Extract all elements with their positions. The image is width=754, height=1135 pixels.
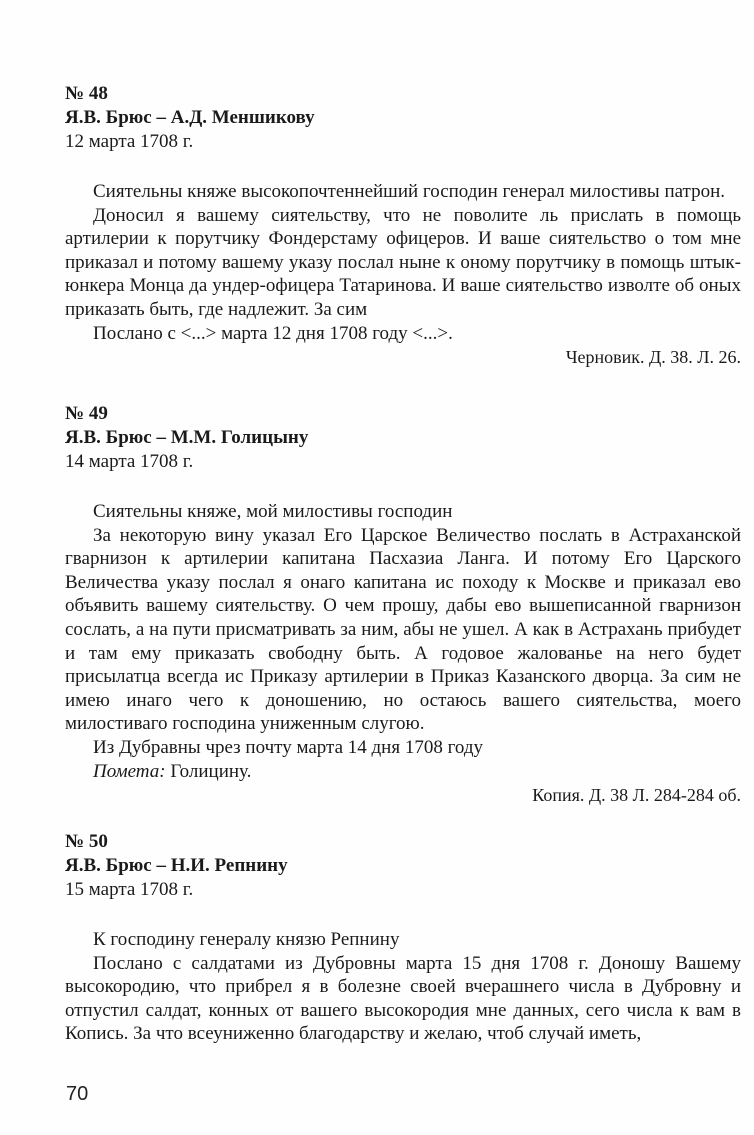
entry-number: № 48 [65, 83, 108, 104]
source-note: Копия. Д. 38 Л. 284-284 об. [532, 785, 741, 806]
paragraph: Из Дубравны чрез почту марта 14 дня 1708 году [93, 736, 484, 758]
entry-50 [65, 830, 741, 1046]
paragraph: Сиятельны княже высокопочтеннейший господин генерал милостивы патрон. [93, 181, 726, 202]
paragraph: Послано с <...> марта 12 дня 1708 году <...>. [93, 322, 453, 344]
entry-date: 12 марта 1708 г. [65, 131, 194, 152]
paragraph: Сиятельны княже, мой милостивы господин [93, 501, 453, 522]
entry-number: № 50 [65, 831, 108, 852]
paragraph: К господину генералу князю Репнину [93, 929, 400, 950]
entry-heading: Я.В. Брюс – М.М. Голицыну [65, 427, 309, 448]
entry-48 [65, 82, 741, 369]
source-note: Черновик. Д. 38. Л. 26. [565, 347, 741, 368]
paragraph: Доносил я вашему сиятельству, что не поволите ль прислать в помощь артилерии к порутчику Фондерстаму офицеров. И ваше сиятельство о том мне приказал и потому вашему указу послал ныне к оному порутчику в помощь штык-юнкера Монца да ундер-офицера Татаринова. И ваше сиятельство изволте об оных приказать быть, где надлежит. За сим [65, 204, 741, 320]
entry-date: 15 марта 1708 г. [65, 879, 194, 900]
entry-heading: Я.В. Брюс – Н.И. Репнину [65, 855, 288, 876]
mark-text: Голицину. [165, 760, 252, 782]
paragraph: Послано с салдатами из Дубровны марта 15 дня 1708 г. Доношу Вашему высокородию, что прибрел я в болезне своей вчерашнего числа в Дубровну и отпустил салдат, конных от вашего высокородия мне данных, сего числа к вам в Копись. За что всеуниженно благодарству и желаю, чтоб случай иметь, [65, 952, 741, 1045]
page-number: 70 [66, 1083, 89, 1105]
entry-date: 14 марта 1708 г. [65, 451, 194, 472]
paragraph: За некоторую вину указал Его Царское Величество послать в Астраханской гварнизон к артилерии капитана Пасхазиа Ланга. И потому Его Царского Величества указу послал я онаго капитана ис походу к Москве и приказал ево объявить вашему сиятельству. О чем прошу, дабы ево вышеписанной гварнизон сослать, а на пути присматривать за ним, абы не ушел. А как в Астрахань прибудет и там ему приказать свободну быть. А годовое жалованье на него будет присылатца всегда ис Приказу артилерии в Приказ Казанского дворца. За сим не имею инаго чего к доношению, но остаюсь вашего сиятельства, моего милостиваго господина униженным слугою. [65, 524, 741, 735]
entry-number: № 49 [65, 403, 108, 424]
entry-heading: Я.В. Брюс – А.Д. Меншикову [65, 107, 315, 128]
mark-label: Помета: [93, 760, 166, 782]
mark-line [65, 760, 741, 784]
entry-49 [65, 402, 741, 807]
